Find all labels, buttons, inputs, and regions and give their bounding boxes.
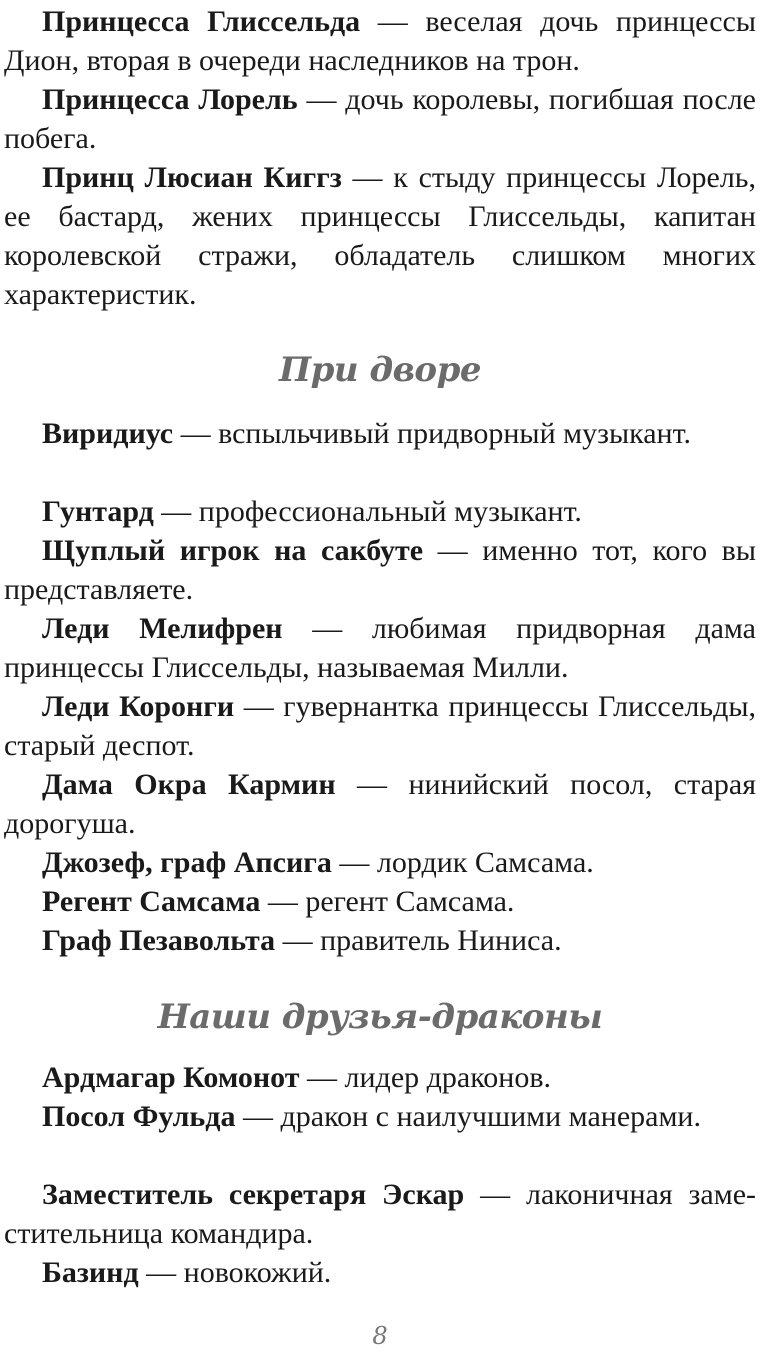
character-name: Гунтард <box>42 495 154 528</box>
character-description: — профессиональный музыкант. <box>153 495 582 528</box>
page-number: 8 <box>372 1322 388 1350</box>
character-description: — веселая дочь принцессы Дион, вторая в очереди наследников на трон. <box>4 5 756 77</box>
character-entry <box>4 687 756 765</box>
character-description: — регент Самсама. <box>260 885 515 918</box>
character-entry <box>4 158 756 314</box>
character-description: — к стыду принцессы Лорель, ее бастард, жених принцессы Глиссельды, капитан королевской стражи, обладатель слишком многих характеристик. <box>4 161 756 311</box>
character-name: Дама Окра Кармин <box>42 768 336 801</box>
character-description: — новокожий. <box>138 1256 332 1289</box>
character-name: Щуплый игрок на сакбуте <box>42 534 424 567</box>
character-entry <box>4 609 756 687</box>
character-name: Принц Люсиан Киггз <box>42 161 342 194</box>
character-description: — нинийский посол, старая дорогуша. <box>4 768 756 840</box>
character-description: — любимая придворная дама принцессы Глиссельды, называемая Милли. <box>4 612 756 684</box>
character-entry <box>4 1058 756 1097</box>
character-description: — лаконичная заместительница командира. <box>4 1178 757 1250</box>
character-name: Леди Мелифрен <box>42 612 283 645</box>
character-description: — дракон с наилучшими манерами. <box>235 1100 701 1133</box>
character-description: — дочь королевы, погибшая после побега. <box>4 83 756 155</box>
character-entry <box>4 414 756 453</box>
character-description: — именно тот, кого вы представляете. <box>4 534 756 606</box>
character-entry <box>4 765 756 843</box>
character-description: — вспыльчивый придворный музыкант. <box>173 417 691 450</box>
character-name: Заместитель секретаря Эскар <box>42 1178 465 1211</box>
character-description: — правитель Ниниса. <box>275 924 562 957</box>
character-name: Граф Пезавольта <box>42 924 276 957</box>
character-name: Принцесса Глиссельда <box>42 5 361 38</box>
character-name: Посол Фульда <box>42 1100 236 1133</box>
character-entry <box>4 1175 756 1253</box>
character-entry <box>4 80 756 158</box>
character-description: — гувернантка принцессы Глиссельды, старый деспот. <box>4 690 756 762</box>
character-name: Базинд <box>42 1256 139 1289</box>
character-name: Ардмагар Комонот <box>42 1061 300 1094</box>
character-name: Регент Самсама <box>42 885 261 918</box>
section-heading: При дворе <box>278 350 481 390</box>
character-entry <box>4 531 756 609</box>
character-entry <box>4 843 756 882</box>
character-description: — лидер драконов. <box>299 1061 551 1094</box>
character-entry <box>4 921 756 960</box>
character-entry <box>4 882 756 921</box>
character-entry <box>4 492 756 531</box>
character-entry <box>4 2 756 80</box>
character-description: — лордик Самсама. <box>331 846 594 879</box>
character-name: Виридиус <box>42 417 174 450</box>
character-entry <box>4 1253 756 1292</box>
character-entry <box>4 1097 756 1136</box>
character-name: Леди Коронги <box>42 690 235 723</box>
character-name: Джозеф, граф Апсига <box>42 846 332 879</box>
character-name: Принцесса Лорель <box>42 83 298 116</box>
section-heading: Наши друзья-драконы <box>157 997 603 1037</box>
